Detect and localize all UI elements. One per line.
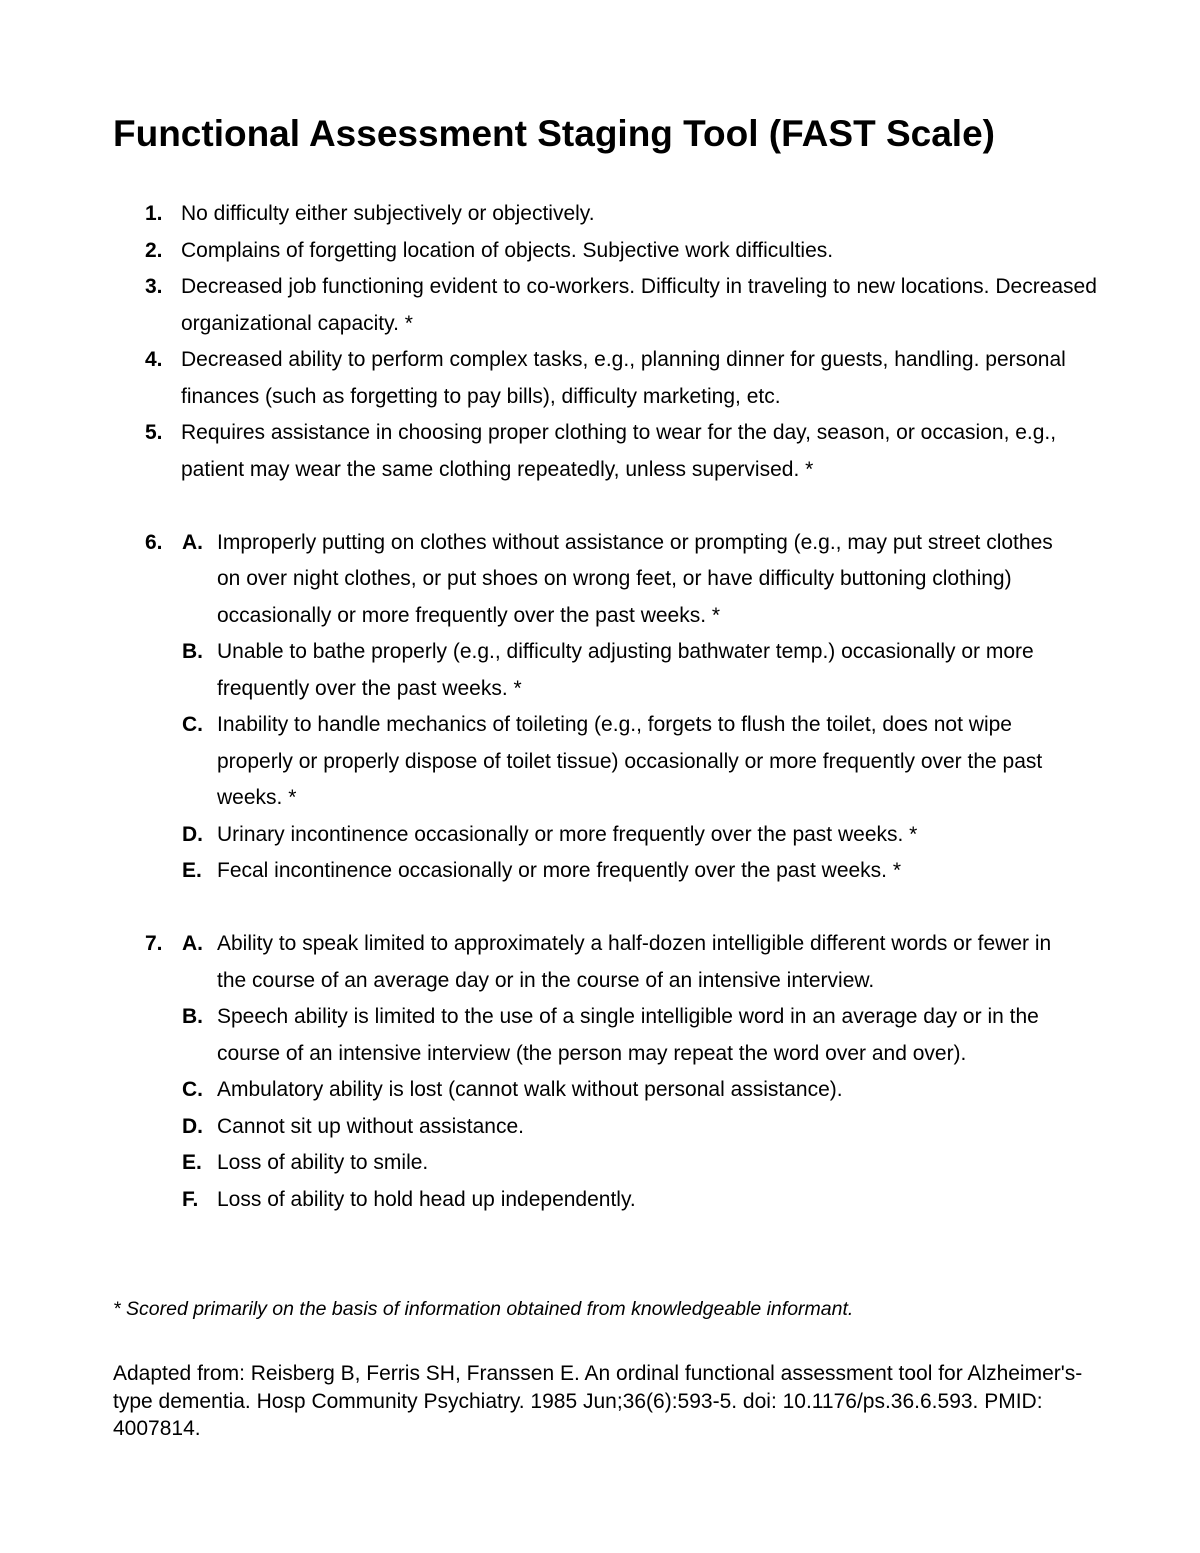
stage-number: 7.: [145, 932, 163, 955]
page-title: Functional Assessment Staging Tool (FAST Scale): [113, 113, 995, 154]
substage-item: [181, 525, 1077, 635]
substage-description: Improperly putting on clothes without assistance or prompting (e.g., may put street clothes on over night clothes, or put shoes on wrong feet, or have difficulty buttoning clothing) occasionally or more frequently over the past weeks. *: [217, 530, 1053, 627]
stage-item: [0, 525, 1101, 890]
substage-item: [181, 1145, 1077, 1182]
stage-number: 1.: [145, 202, 163, 225]
stage-item: [0, 926, 1101, 1218]
stage-number: 6.: [145, 530, 163, 554]
substage-description: Ambulatory ability is lost (cannot walk without personal assistance).: [217, 1078, 843, 1101]
substage-letter: C.: [182, 713, 203, 736]
substage-list: [181, 525, 1101, 890]
substage-item: [181, 634, 1077, 707]
substage-item: [181, 817, 1077, 854]
substage-item: [181, 926, 1077, 999]
substage-item: [181, 853, 1077, 890]
stage-description: Requires assistance in choosing proper clothing to wear for the day, season, or occasion, e.g., patient may wear the same clothing repeatedly, unless supervised. *: [181, 421, 1057, 481]
substage-description: Urinary incontinence occasionally or more frequently over the past weeks. *: [217, 822, 918, 846]
substage-description: Ability to speak limited to approximately a half-dozen intelligible different words or fewer in the course of an average day or in the course of an intensive interview.: [217, 932, 1052, 992]
substage-description: Inability to handle mechanics of toileting (e.g., forgets to flush the toilet, does not wipe properly or properly dispose of toilet tissue) occasionally or more frequently over the past weeks. *: [217, 713, 1043, 809]
substage-item: [181, 1109, 1077, 1146]
substage-item: [181, 1072, 1077, 1109]
stage-item: [0, 196, 1101, 233]
substage-letter: D.: [182, 1114, 203, 1138]
substage-letter: C.: [182, 1078, 203, 1101]
stage-number: 4.: [145, 348, 163, 371]
stage-number: 3.: [145, 275, 163, 298]
substage-letter: A.: [182, 530, 203, 554]
substage-item: [181, 1182, 1077, 1219]
stage-description: Complains of forgetting location of objects. Subjective work difficulties.: [181, 238, 834, 262]
substage-item: [181, 707, 1077, 817]
substage-list: [181, 926, 1101, 1218]
stage-description: No difficulty either subjectively or objectively.: [181, 202, 595, 225]
citation: Adapted from: Reisberg B, Ferris SH, Franssen E. An ordinal functional assessment tool for Alzheimer's-type dementia. Hosp Community Psychiatry. 1985 Jun;36(6):593-5. doi: 10.1176/ps.36.6.593. PMID: 4007814.: [113, 1362, 1083, 1440]
stage-item: [0, 269, 1101, 342]
substage-description: Cannot sit up without assistance.: [217, 1114, 525, 1138]
stage-list: [0, 196, 1200, 1218]
substage-letter: B.: [182, 640, 203, 663]
stage-description: Decreased job functioning evident to co-workers. Difficulty in traveling to new locations. Decreased organizational capacity. *: [181, 275, 1097, 335]
substage-letter: B.: [182, 1005, 203, 1028]
stage-item: [0, 415, 1101, 488]
substage-description: Unable to bathe properly (e.g., difficulty adjusting bathwater temp.) occasionally or more frequently over the past weeks. *: [217, 640, 1034, 700]
stage-number: 2.: [145, 238, 163, 262]
substage-item: [181, 999, 1077, 1072]
substage-letter: E.: [182, 1151, 202, 1174]
substage-letter: D.: [182, 822, 203, 846]
substage-description: Loss of ability to hold head up independently.: [217, 1187, 636, 1211]
stage-number: 5.: [145, 421, 163, 444]
substage-letter: F.: [182, 1187, 199, 1211]
stage-item: [0, 233, 1101, 270]
stage-item: [0, 342, 1101, 415]
footnote: * Scored primarily on the basis of information obtained from knowledgeable informant.: [113, 1298, 854, 1320]
substage-description: Loss of ability to smile.: [217, 1151, 429, 1174]
substage-description: Speech ability is limited to the use of a single intelligible word in an average day or in the course of an intensive interview (the person may repeat the word over and over).: [217, 1005, 1039, 1065]
stage-description: Decreased ability to perform complex tasks, e.g., planning dinner for guests, handling. personal finances (such as forgetting to pay bills), difficulty marketing, etc.: [181, 348, 1066, 408]
substage-letter: E.: [182, 859, 202, 882]
substage-letter: A.: [182, 932, 203, 955]
substage-description: Fecal incontinence occasionally or more frequently over the past weeks. *: [217, 859, 902, 882]
